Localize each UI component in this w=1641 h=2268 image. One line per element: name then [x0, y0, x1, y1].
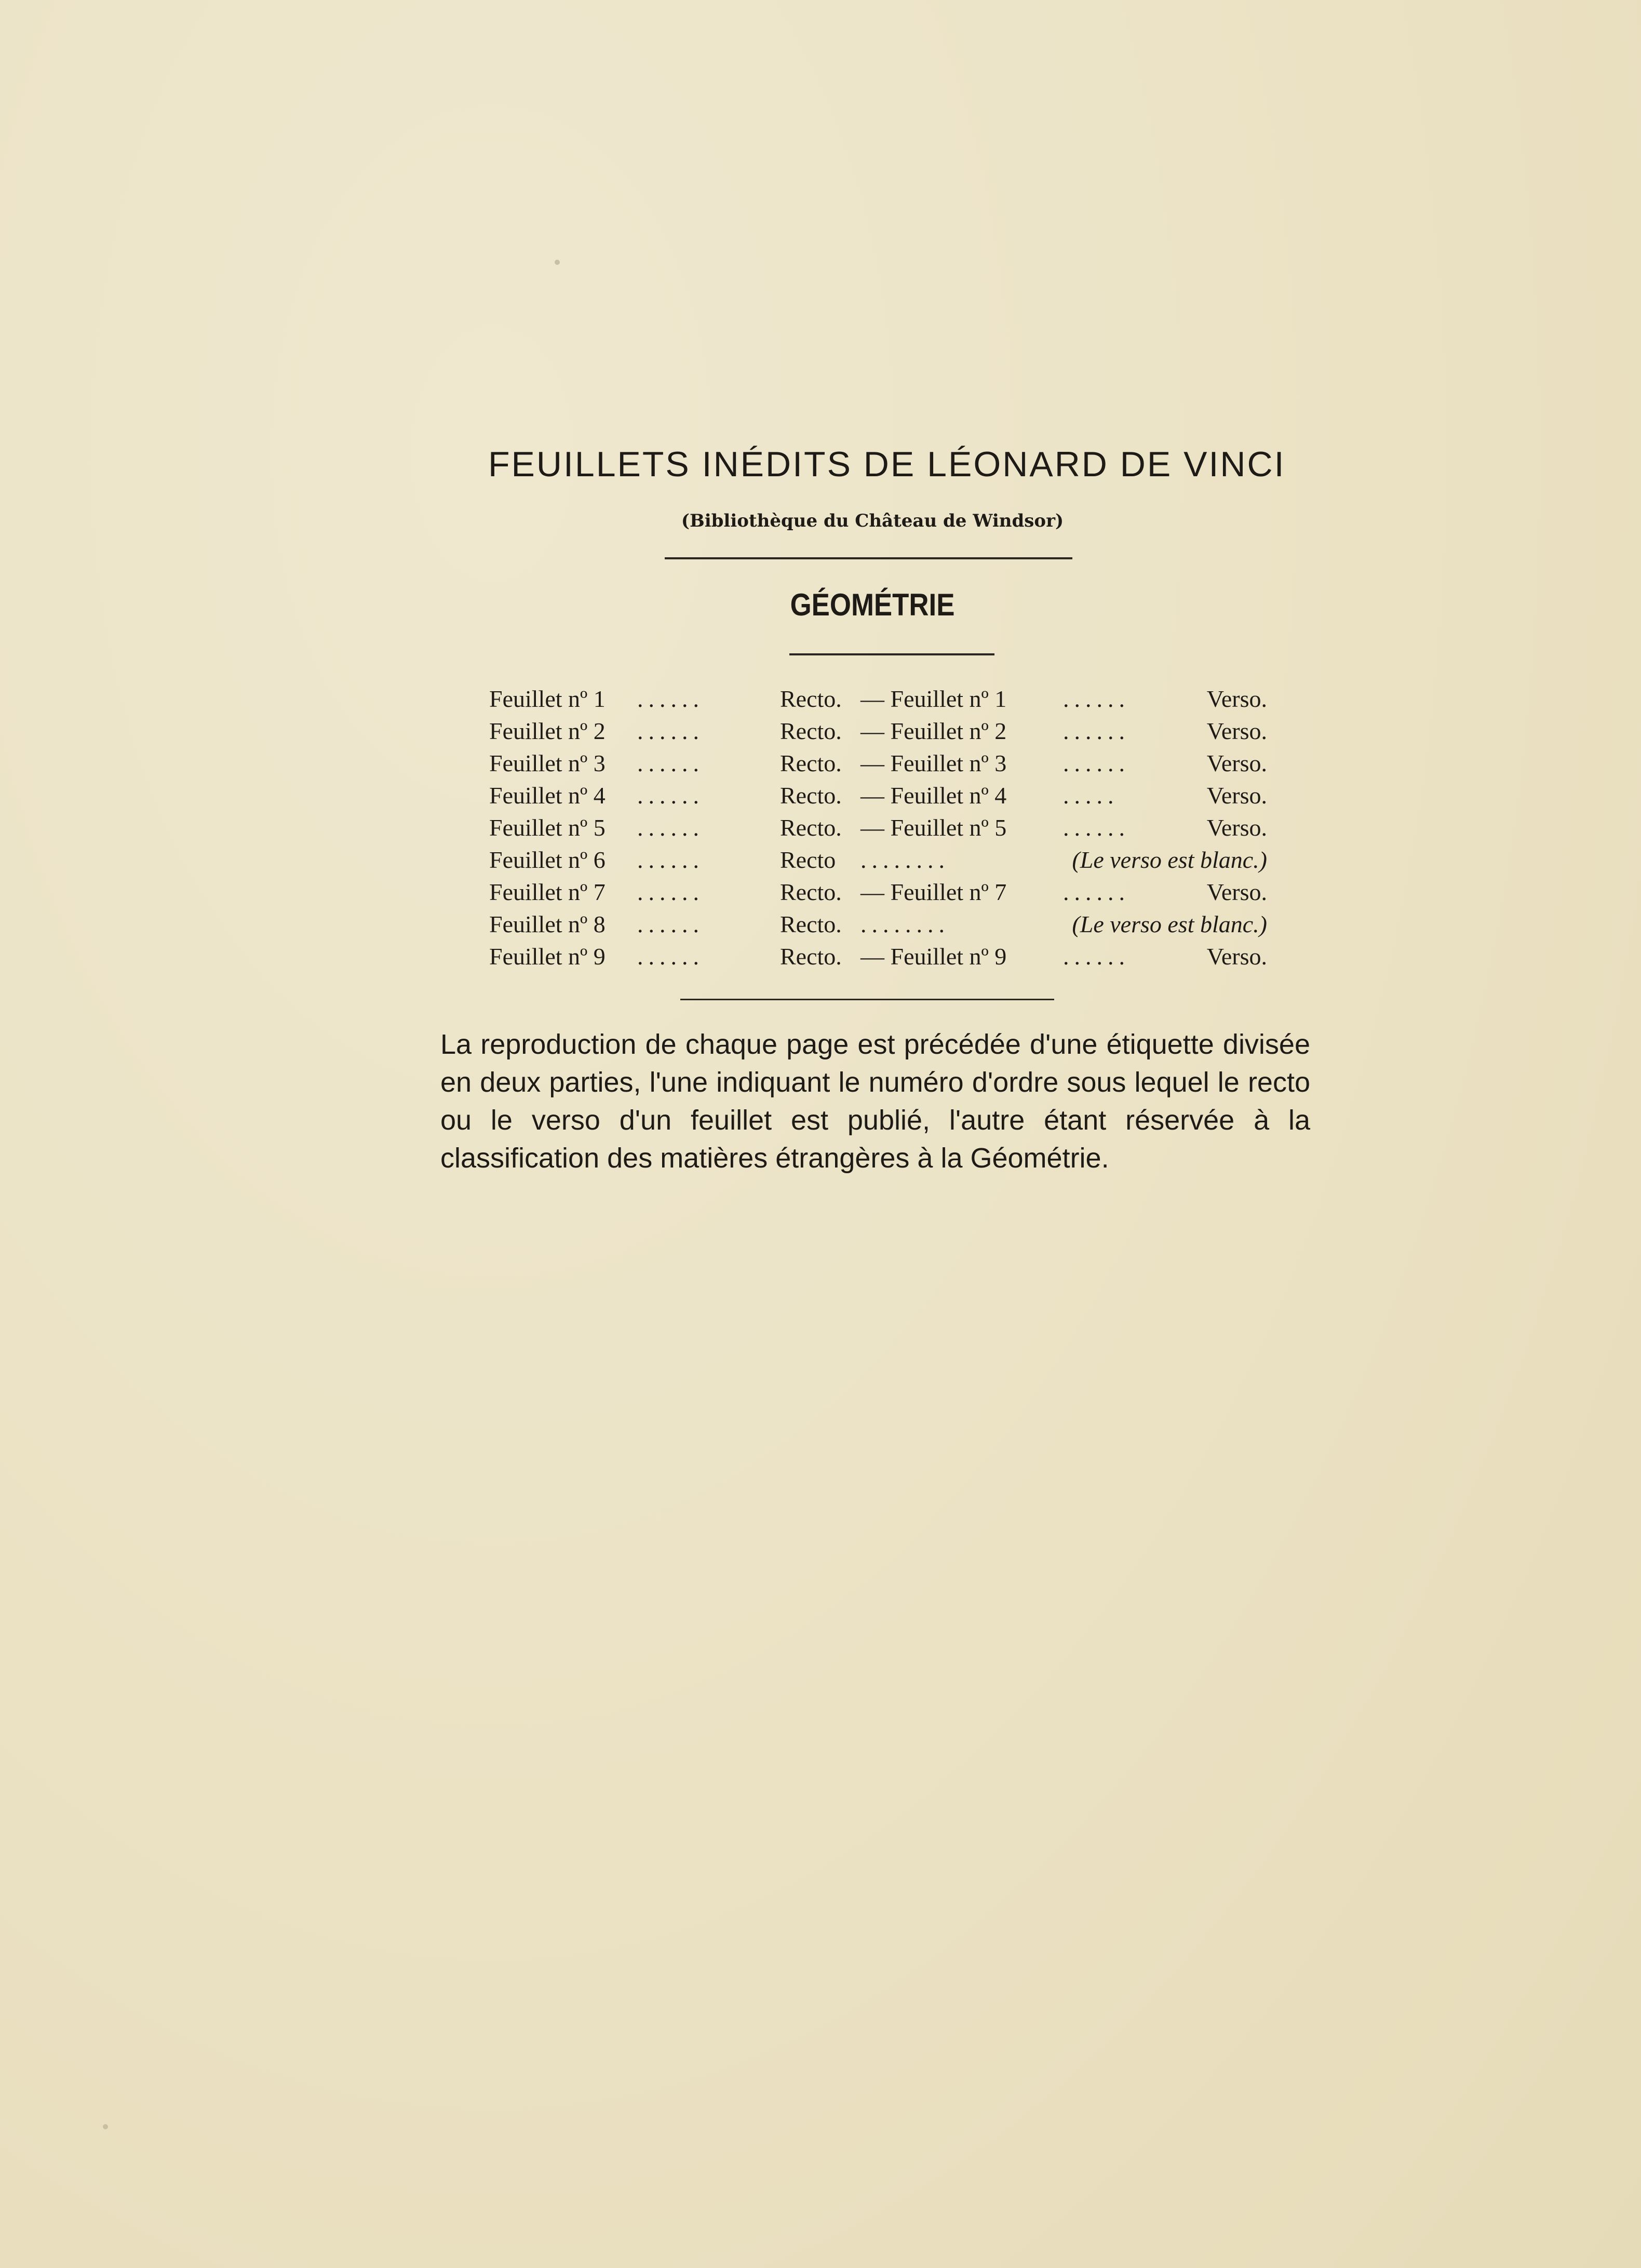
toc-verso-label: — Feuillet nº 4: [860, 782, 1007, 809]
toc-recto: Recto.: [780, 718, 842, 744]
toc-leader: ........: [860, 847, 950, 873]
toc-blank-note: (Le verso est blanc.): [1072, 847, 1267, 873]
toc-verso: Verso.: [1206, 750, 1267, 776]
toc-recto: Recto.: [780, 879, 842, 905]
toc-leader: ......: [1063, 943, 1130, 970]
toc-row: [489, 715, 1267, 747]
paper-speck: [555, 260, 560, 265]
toc-blank-note: (Le verso est blanc.): [1072, 911, 1267, 937]
page-subtitle: (Bibliothèque du Château de Windsor): [681, 511, 1064, 531]
toc-leader: ......: [637, 750, 704, 776]
toc-leader: ......: [637, 879, 704, 905]
toc-leader: ......: [637, 686, 704, 712]
toc-recto: Recto.: [780, 911, 842, 937]
page-title: FEUILLETS INÉDITS DE LÉONARD DE VINCI: [488, 445, 1286, 484]
explanatory-note: La reproduction de chaque page est précédée d'une étiquette divisée en deux parties, l'une indiquant le numéro d'ordre sous lequel le recto ou le verso d'un feuillet est publié, l'autre étant réservée à la classification des matières étrangères à la Géométrie.: [440, 1029, 1310, 1174]
toc-recto-label: Feuillet nº 3: [489, 750, 606, 776]
toc-verso: Verso.: [1206, 814, 1267, 841]
toc-recto-label: Feuillet nº 9: [489, 943, 606, 970]
toc-recto-label: Feuillet nº 1: [489, 686, 606, 712]
toc-leader: ......: [1063, 750, 1130, 776]
toc-leader: .....: [1063, 782, 1119, 809]
toc-row: [489, 780, 1267, 812]
toc-recto-label: Feuillet nº 4: [489, 782, 606, 809]
toc-recto: Recto: [780, 847, 836, 873]
toc-row: [489, 812, 1267, 844]
toc-leader: ......: [1063, 686, 1130, 712]
divider-rule: [680, 999, 1054, 1000]
toc-leader: ......: [637, 782, 704, 809]
toc-row: [489, 747, 1267, 780]
toc-recto-label: Feuillet nº 7: [489, 879, 606, 905]
toc-recto-label: Feuillet nº 2: [489, 718, 606, 744]
toc-verso: Verso.: [1206, 782, 1267, 809]
table-of-contents: [489, 683, 1267, 973]
divider-rule: [789, 653, 994, 655]
toc-verso-label: — Feuillet nº 5: [860, 814, 1007, 841]
toc-verso: Verso.: [1206, 686, 1267, 712]
toc-recto: Recto.: [780, 782, 842, 809]
toc-leader: ......: [637, 814, 704, 841]
toc-recto: Recto.: [780, 814, 842, 841]
toc-verso-label: — Feuillet nº 3: [860, 750, 1007, 776]
toc-leader: ......: [1063, 814, 1130, 841]
paper-speck: [103, 2124, 108, 2129]
toc-verso: Verso.: [1206, 943, 1267, 970]
toc-recto: Recto.: [780, 686, 842, 712]
toc-row: [489, 876, 1267, 908]
section-title: GÉOMÉTRIE: [790, 587, 955, 622]
toc-row: [489, 941, 1267, 973]
toc-recto: Recto.: [780, 943, 842, 970]
toc-leader: ......: [1063, 718, 1130, 744]
toc-leader: ......: [637, 718, 704, 744]
toc-row: [489, 908, 1267, 941]
toc-row: [489, 683, 1267, 715]
toc-leader: ......: [1063, 879, 1130, 905]
toc-recto-label: Feuillet nº 8: [489, 911, 606, 937]
toc-row: [489, 844, 1267, 876]
divider-rule: [665, 557, 1072, 559]
toc-recto-label: Feuillet nº 6: [489, 847, 606, 873]
toc-verso-label: — Feuillet nº 1: [860, 686, 1007, 712]
toc-recto: Recto.: [780, 750, 842, 776]
toc-leader: ......: [637, 847, 704, 873]
toc-verso: Verso.: [1206, 718, 1267, 744]
toc-verso-label: — Feuillet nº 9: [860, 943, 1007, 970]
toc-leader: ......: [637, 943, 704, 970]
toc-verso-label: — Feuillet nº 7: [860, 879, 1007, 905]
toc-verso-label: — Feuillet nº 2: [860, 718, 1007, 744]
toc-recto-label: Feuillet nº 5: [489, 814, 606, 841]
toc-leader: ........: [860, 911, 950, 937]
toc-verso: Verso.: [1206, 879, 1267, 905]
toc-leader: ......: [637, 911, 704, 937]
